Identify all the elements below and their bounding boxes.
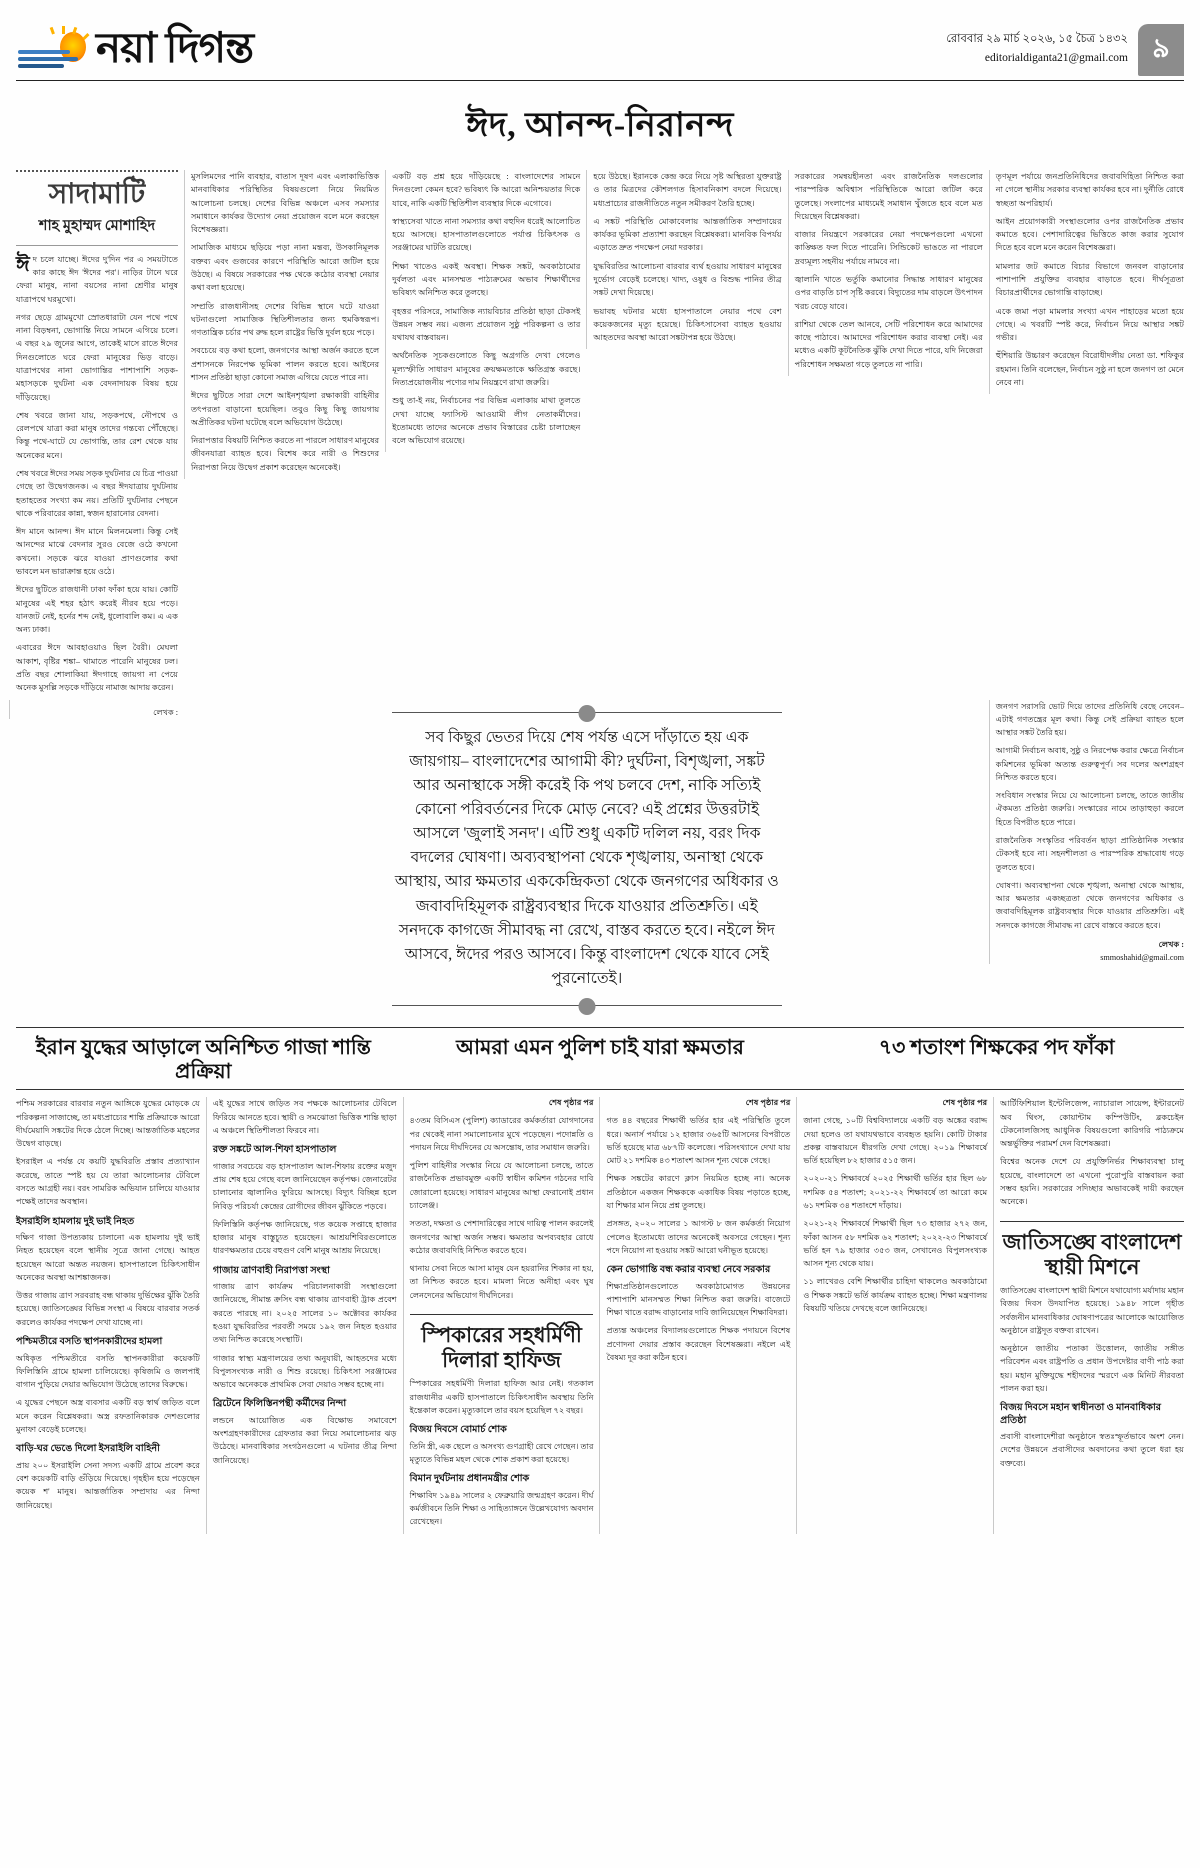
masthead-meta bbox=[946, 24, 1128, 68]
lower-paragraph: ১১ লাখেরও বেশি শিক্ষার্থীর চাহিদা থাকলেও অবকাঠামো ও শিক্ষক সঙ্কটে ভর্তি কার্যক্রম ব্যাহত হচ্ছে। শিক্ষা মন্ত্রণালয় বিষয়টি খতিয়ে দেখছে বলে জানিয়েছে। bbox=[803, 1277, 988, 1314]
pullquote-block bbox=[392, 706, 781, 1020]
pullquote-divider-bottom bbox=[392, 1005, 781, 1007]
article-paragraph: বৃহত্তর পরিসরে, সামাজিক ন্যায়বিচার প্রতিষ্ঠা ছাড়া টেকসই উন্নয়ন সম্ভব নয়। এজন্য প্রয়োজন সুষ্ঠু পরিকল্পনা ও তার যথাযথ বাস্তবায়ন। bbox=[392, 306, 581, 343]
lower-paragraph: ফিলিস্তিনি কর্তৃপক্ষ জানিয়েছে, গত কয়েক সপ্তাহে হাজার হাজার মানুষ বাস্তুচ্যুত হয়েছেন। আশ্রয়শিবিরগুলোতে ধারণক্ষমতার চেয়ে বহুগুণ বেশি মানুষ আশ্রয় নিয়েছে। bbox=[212, 1219, 397, 1256]
lower-paragraph: থানায় সেবা নিতে আসা মানুষ যেন হয়রানির শিকার না হয়, তা নিশ্চিত করতে হবে। মামলা নিতে অনীহা এবং ঘুষ লেনদেনের অভিযোগ দীর্ঘদিনের। bbox=[409, 1264, 594, 1300]
date-line: রোববার ২৯ মার্চ ২০২৬, ১৫ চৈত্র ১৪৩২ bbox=[946, 33, 1128, 45]
article-paragraph: একটি বড় প্রশ্ন হয়ে দাঁড়িয়েছে : বাংলাদেশের সামনে দিনগুলো কেমন হবে? ভবিষ্যৎ কি আরো অনিশ্চয়তার দিকে যাবে, নাকি একটি স্থিতিশীল ব্যবস্থার দিকে এগোবে। bbox=[392, 172, 581, 208]
article-paragraph: রাজনৈতিক সংস্কৃতির পরিবর্তন ছাড়া প্রাতিষ্ঠানিক সংস্কার টেকসই হবে না। সহনশীলতা ও পারস্পরিক শ্রদ্ধাবোধ গড়ে তুলতে হবে। bbox=[995, 836, 1184, 872]
dotted-divider bbox=[16, 170, 178, 172]
column-title: সাদামাটি bbox=[48, 179, 146, 210]
writer-label: লেখক : bbox=[153, 707, 178, 717]
section-headline-teachers[interactable]: ৭৩ শতাংশ শিক্ষকের পদ ফাঁকা bbox=[878, 1037, 1115, 1060]
lower-paragraph: উত্তর গাজায় ত্রাণ সরবরাহ বন্ধ থাকায় দুর্ভিক্ষের ঝুঁকি তৈরি হয়েছে। জাতিসঙ্ঘের বিভিন্ন সংস্থা এ বিষয়ে বারবার সতর্ক করলেও কার্যকর পদক্ষেপ দেখা যাচ্ছে না। bbox=[16, 1291, 200, 1327]
masthead-right bbox=[946, 14, 1184, 76]
column-author: শাহ মুহাম্মদ মোশাহিদ bbox=[16, 215, 178, 246]
lower-paragraph: জাতিসঙ্ঘে বাংলাদেশ স্থায়ী মিশনে যথাযোগ্য মর্যাদায় মহান বিজয় দিবস উদযাপিত হয়েছে। ১৯৪৮ সালে গৃহীত সর্বজনীন মানবাধিকার ঘোষণাপত্রের আলোকে আয়োজিত অনুষ্ঠানে রাষ্ট্রদূত বক্তব্য রাখেন। bbox=[1000, 1285, 1184, 1335]
lower-paragraph: ২০২১-২২ শিক্ষাবর্ষে শিক্ষার্থী ছিল ৭৩ হাজার ২৭২ জন, ফাঁকা আসন ৫৮ দশমিক ৬২ শতাংশ; ২০২২-২৩ শিক্ষাবর্ষে ভর্তি হন ৭৯ হাজার ৩৫৩ জন, সেখানেও বিপুলসংখ্যক আসন শূন্য থেকে যায়। bbox=[803, 1219, 988, 1269]
lower-paragraph: অনুষ্ঠানে জাতীয় পতাকা উত্তোলন, জাতীয় সঙ্গীত পরিবেশন এবং রাষ্ট্রপতি ও প্রধান উপদেষ্টার বাণী পাঠ করা হয়। মহান মুক্তিযুদ্ধে শহীদদের স্মরণে এক মিনিট নীরবতা পালন করা হয়। bbox=[1000, 1344, 1184, 1393]
article-paragraph: একে জমা পড়া মামলার সংখ্যা এখন পাহাড়ের মতো হয়ে গেছে। এ খবরটি স্পষ্ট করে, নির্বাচন নিয়ে আস্থার সঙ্কট গভীর। bbox=[995, 306, 1184, 343]
article-paragraph: হুঁশিয়ারি উচ্চারণ করেছেন বিরোধীদলীয় নেতা ডা. শফিকুর রহমান। তিনি বলেছেন, নির্বাচন সুষ্ঠু না হলে জনগণ তা মেনে নেবে না। bbox=[995, 351, 1184, 387]
article-paragraph: জ্বালানি খাতে ভর্তুকি কমানোর সিদ্ধান্ত সাধারণ মানুষের ওপর বাড়তি চাপ সৃষ্টি করবে। বিদ্যুতের দাম বাড়লে উৎপাদন খরচ বেড়ে যাবে। bbox=[794, 274, 983, 311]
lower-column-6 bbox=[1000, 1097, 1184, 1533]
sub-headline[interactable]: গাজায় ত্রাণবাহী নিরাপত্তা সংস্থা bbox=[212, 1264, 330, 1276]
column-paragraph: ঈদ মানে আনন্দ। ঈদ মানে মিলনমেলা। কিন্তু সেই আনন্দের মাঝে বেদনার সুরও বেজে ওঠে কখনো কখনো। সড়কে ঝরে যাওয়া প্রাণগুলোর কথা ভাবলে মন ভারাক্রান্ত হয়ে ওঠে। bbox=[16, 527, 178, 576]
lower-paragraph: প্রবাসী বাংলাদেশীরা অনুষ্ঠানে স্বতঃস্ফূর্তভাবে অংশ নেন। দেশের উন্নয়নে প্রবাসীদের অবদানের কথা তুলে ধরা হয় বক্তব্যে। bbox=[1000, 1432, 1184, 1468]
opinion-column bbox=[16, 170, 178, 700]
section-headline-speaker[interactable]: স্পিকারের সহধর্মিণী দিলারা হাফিজ bbox=[410, 1314, 594, 1373]
column-paragraph: শেষ খবরে জানা যায়, সড়কপথে, নৌপথে ও রেলপথে যাত্রা করা মানুষ তাদের গন্তব্যে পৌঁছেছে। কিন্তু পথে-ঘাটে যে ভোগান্তি, তার রেশ থেকে যায় অনেকের মনে। bbox=[16, 410, 178, 460]
opinion-column-continued bbox=[16, 700, 178, 719]
writer-label: লেখক : bbox=[1158, 940, 1184, 950]
article-paragraph: অর্থনৈতিক সূচকগুলোতে কিছু অগ্রগতি দেখা গেলেও মূল্যস্ফীতি সাধারণ মানুষের ক্রয়ক্ষমতাকে ক্ষতিগ্রস্ত করছে। নিত্যপ্রয়োজনীয় পণ্যের দাম নিয়ন্ত্রণে রাখা জরুরি। bbox=[392, 351, 581, 387]
wave-1 bbox=[18, 50, 70, 54]
wave-3 bbox=[18, 64, 64, 68]
sub-headline[interactable]: রক্ত সঙ্কটে আল-শিফা হাসপাতাল bbox=[212, 1144, 337, 1156]
lower-paragraph: গাজার স্বাস্থ্য মন্ত্রণালয়ের তথ্য অনুযায়ী, আহতদের মধ্যে বিপুলসংখ্যক নারী ও শিশু রয়েছে। চিকিৎসা সরঞ্জামের অভাবে অনেককে প্রাথমিক সেবা দেয়াও সম্ভব হচ্ছে না। bbox=[212, 1353, 397, 1390]
lower-column-3 bbox=[410, 1097, 594, 1533]
article-paragraph: সামাজিক মাধ্যমে ছড়িয়ে পড়া নানা মন্তব্য, উসকানিমূলক বক্তব্য এবং গুজবের কারণে পরিস্থিতি আরো জটিল হয়ে উঠছে। এ বিষয়ে সরকারের পক্ষ থেকে কঠোর ব্যবস্থা নেয়ার কথা বলা হয়েছে। bbox=[191, 243, 380, 293]
sub-headline[interactable]: বাড়ি-ঘর ভেঙে দিলো ইসরাইলি বাহিনী bbox=[16, 1443, 160, 1455]
sub-headline[interactable]: বিমান দুর্ঘটনায় প্রধানমন্ত্রীর শোক bbox=[409, 1473, 530, 1485]
lower-paragraph: স্পিকারের সহধর্মিণী দিলারা হাফিজ আর নেই। গতকাল রাজধানীর একটি হাসপাতালে চিকিৎসাধীন অবস্থায় তিনি ইন্তেকাল করেন। মৃত্যুকালে তার বয়স হয়েছিল ৭২ বছর। bbox=[409, 1379, 594, 1415]
article-column-3 bbox=[593, 170, 781, 349]
sub-headline[interactable]: কেন ভোগান্তি বন্ধ করার ব্যবস্থা নেবে সরকার bbox=[606, 1264, 771, 1276]
lower-paragraph: দক্ষিণ গাজা উপত্যকায় চালানো এক হামলায় দুই ভাই নিহত হয়েছেন বলে স্থানীয় সূত্রে জানা গেছে। আহত হয়েছেন আরো অন্তত নয়জন। হাসপাতালে চিকিৎসাধীন অনেকের অবস্থা আশঙ্কাজনক। bbox=[16, 1233, 200, 1282]
article-paragraph: ভয়াবহ ঘটনার মধ্যে হাসপাতালে নেয়ার পথে বেশ কয়েকজনের মৃত্যু হয়েছে। চিকিৎসাসেবা ব্যাহত হওয়ায় আহতদের অবস্থা আরো সঙ্কটাপন্ন হয়ে উঠছে। bbox=[593, 306, 782, 343]
lower-paragraph: লন্ডনে আয়োজিত এক বিক্ষোভ সমাবেশে অংশগ্রহণকারীদের গ্রেফতার করা নিয়ে সমালোচনার ঝড় উঠেছে। মানবাধিকার সংগঠনগুলো এ ঘটনার তীব্র নিন্দা জানিয়েছে। bbox=[212, 1415, 397, 1465]
sub-headline[interactable]: পশ্চিমতীরে বসতি স্থাপনকারীদের হামলা bbox=[16, 1336, 163, 1348]
lower-column-5 bbox=[803, 1097, 987, 1533]
article-paragraph: ঘোষণা। অব্যবস্থাপনা থেকে শৃঙ্খলা, অনাস্থা থেকে আস্থায়, আর ক্ষমতার একচ্ছত্রতা থেকে জনগণের অধিকার ও জবাবদিহিমূলক রাষ্ট্রব্যবস্থার দিকে যাওয়ার প্রতিশ্রুতি। এই সনদকে কাগজে সীমাবদ্ধ না রেখে বাস্তবে করতে হবে। bbox=[995, 880, 1184, 930]
lower-column-4 bbox=[606, 1097, 790, 1533]
article-paragraph: আগামী নির্বাচন অবাধ, সুষ্ঠু ও নিরপেক্ষ করার ক্ষেত্রে নির্বাচন কমিশনের ভূমিকা অত্যন্ত গুরুত্বপূর্ণ। সব দলের অংশগ্রহণ নিশ্চিত করতে হবে। bbox=[995, 746, 1184, 782]
continued-from-label: শেষ পৃষ্ঠার পর bbox=[942, 1098, 988, 1108]
editorial-email[interactable]: editorialdiganta21@gmail.com bbox=[984, 51, 1128, 64]
masthead-rule bbox=[16, 80, 1184, 81]
lower-paragraph: শিক্ষক সঙ্কটের কারণে ক্লাস নিয়মিত হচ্ছে না। অনেক প্রতিষ্ঠানে একজন শিক্ষককে একাধিক বিষয় পড়াতে হচ্ছে, যা শিক্ষার মান নিয়ে প্রশ্ন তুলছে। bbox=[606, 1174, 791, 1211]
article-column-5 bbox=[996, 170, 1184, 394]
section-headline-gaza[interactable]: ইরান যুদ্ধের আড়ালে অনিশ্চিত গাজা শান্তি প্রক্রিয়া bbox=[35, 1037, 371, 1083]
article-paragraph: বাজার নিয়ন্ত্রণে সরকারের নেয়া পদক্ষেপগুলো এখনো কাঙ্ক্ষিত ফল দিতে পারেনি। সিন্ডিকেট ভাঙতে না পারলে দ্রব্যমূল্য সহনীয় পর্যায়ে নামবে না। bbox=[794, 230, 983, 266]
article-paragraph: এ সঙ্কট পরিস্থিতি মোকাবেলায় আন্তর্জাতিক সম্প্রদায়ের কার্যকর ভূমিকা প্রত্যাশা করছেন বিশ্লেষকরা। মানবিক বিপর্যয় এড়াতে দ্রুত পদক্ষেপ নেয়া দরকার। bbox=[593, 216, 782, 253]
article-column-1 bbox=[191, 170, 379, 479]
lower-paragraph: জানা গেছে, ১০টি বিশ্ববিদ্যালয়ে একটি বড় অঙ্কের বরাদ্দ দেয়া হলেও তা যথাযথভাবে ব্যবহৃত হয়নি। কোটি টাকার প্রকল্প বাস্তবায়নে ধীরগতি দেখা গেছে। ২০১৯ শিক্ষাবর্ষে ভর্তি হয়েছিল ৮২ হাজার ৫১৫ জন। bbox=[803, 1116, 988, 1166]
article-column-4 bbox=[795, 170, 983, 376]
lower-paragraph: গাজার সবচেয়ে বড় হাসপাতাল আল-শিফায় রক্তের মজুদ প্রায় শেষ হয়ে গেছে বলে জানিয়েছেন কর্তৃপক্ষ। জেনারেটর চালানোর জ্বালানিও ফুরিয়ে আসছে। বিদ্যুৎ বিচ্ছিন্ন হলে নিবিড় পরিচর্যা কেন্দ্রের রোগীদের জীবন ঝুঁকিতে পড়বে। bbox=[212, 1161, 397, 1211]
lower-paragraph: এ যুদ্ধের পেছনে অস্ত্র ব্যবসার একটি বড় স্বার্থ জড়িত বলে মনে করেন বিশ্লেষকরা। অস্ত্র রফতানিকারক দেশগুলোর মুনাফা বেড়েই চলেছে। bbox=[16, 1398, 200, 1434]
article-paragraph: হয়ে উঠছে। ইরানকে কেন্দ্র করে নিয়ে সৃষ্ট অস্থিরতা যুক্তরাষ্ট্র ও তার মিত্রদের কৌশলগত হিসাবনিকাশ বদলে দিয়েছে। মধ্যপ্রাচ্যের রাজনীতিতে নতুন সমীকরণ তৈরি হচ্ছে। bbox=[593, 172, 782, 208]
article-paragraph: তৃণমূল পর্যায়ে জনপ্রতিনিধিদের জবাবদিহিতা নিশ্চিত করা না গেলে স্থানীয় সরকার ব্যবস্থা কার্যকর হবে না। দুর্নীতি রোধে স্বচ্ছতা অপরিহার্য। bbox=[995, 172, 1184, 208]
lower-column-2 bbox=[213, 1097, 397, 1533]
article-paragraph: রাশিয়া থেকে তেল আনবে, সেটি পরিশোধন করে আমাদের কাছে পাঠাবে। আমাদের পরিশোধন করার ব্যবস্থা নেই। এর মধ্যেও একটি কূটনৈতিক ঝুঁকি দেখা দিতে পারে, যদি নিজেরা পরিশোধন সক্ষমতা গড়ে তুলতে না পারি। bbox=[794, 319, 983, 369]
newspaper-logo[interactable] bbox=[16, 14, 253, 72]
column-paragraph: শেষ খবরে ঈদের সময় সড়ক দুর্ঘটনার যে চিত্র পাওয়া গেছে তা উদ্বেগজনক। এ বছর ঈদযাত্রায় দুর্ঘটনায় হতাহতের সংখ্যা কম নয়। প্রতিটি দুর্ঘটনার পেছনে থাকে পরিবারের কান্না, স্বজন হারানোর বেদনা। bbox=[16, 469, 178, 518]
column-paragraph: ঈদের ছুটিতে রাজধানী ঢাকা ফাঁকা হয়ে যায়। কোটি মানুষের এই শহর হঠাৎ করেই নীরব হয়ে পড়ে। যানজট নেই, হর্নের শব্দ নেই, ধুলোবালি কম। এ এক অন্য ঢাকা। bbox=[16, 585, 178, 635]
article-paragraph: নিরাপত্তার বিষয়টি নিশ্চিত করতে না পারলে সাধারণ মানুষের জীবনযাত্রা ব্যাহত হবে। বিশেষ করে নারী ও শিশুদের নিরাপত্তা নিয়ে উদ্বেগ প্রকাশ করেছেন অনেকেই। bbox=[191, 436, 380, 472]
lower-paragraph: প্রত্যন্ত অঞ্চলের বিদ্যালয়গুলোতে শিক্ষক পদায়নে বিশেষ প্রণোদনা দেয়ার প্রস্তাব করেছেন বিশেষজ্ঞরা। নইলে এই বৈষম্য দূর করা কঠিন হবে। bbox=[606, 1326, 791, 1363]
article-paragraph: সম্প্রতি রাজধানীসহ দেশের বিভিন্ন স্থানে ঘটে যাওয়া ঘটনাগুলো সামাজিক স্থিতিশীলতার জন্য হুমকিস্বরূপ। গণতান্ত্রিক চর্চার পথ রুদ্ধ হলে রাষ্ট্রের ভিত্তি দুর্বল হয়ে পড়ে। bbox=[191, 301, 380, 338]
article-paragraph: স্বাস্থ্যসেবা খাতে নানা সমস্যার কথা বহুদিন ধরেই আলোচিত হয়ে আসছে। হাসপাতালগুলোতে পর্যাপ্ত চিকিৎসক ও সরঞ্জামের ঘাটতি রয়েছে। bbox=[392, 216, 581, 253]
article-paragraph: সংবিধান সংস্কার নিয়ে যে আলোচনা চলছে, তাতে জাতীয় ঐকমত্য প্রতিষ্ঠা জরুরি। সংস্কারের নামে তাড়াহুড়া করলে হিতে বিপরীত হতে পারে। bbox=[995, 791, 1184, 827]
article-paragraph: ঈদের ছুটিতে সারা দেশে আইনশৃঙ্খলা রক্ষাকারী বাহিনীর তৎপরতা বাড়ানো হয়েছিল। তবুও কিছু কিছু জায়গায় অপ্রীতিকর ঘটনা ঘটেছে বলে অভিযোগ উঠেছে। bbox=[191, 391, 380, 427]
author-signature bbox=[16, 706, 178, 719]
column-paragraph: ঈদ চলে যাচ্ছে। ঈদের দু'দিন পর এ সময়টাতে কার কাছে ঈদ 'ঈদের পর'। নাড়ির টানে ঘরে ফেরা মানুষ, নানা বয়সের নানা শ্রেণীর মানুষ যাত্রাপথে ঘরমুখো। bbox=[16, 251, 178, 304]
article-paragraph: যুদ্ধবিরতির আলোচনা বারবার ব্যর্থ হওয়ায় সাধারণ মানুষের দুর্ভোগ বেড়েই চলেছে। খাদ্য, ওষুধ ও বিশুদ্ধ পানির তীব্র সঙ্কট দেখা দিয়েছে। bbox=[593, 261, 782, 298]
lower-paragraph: আর্টিফিশিয়াল ইন্টেলিজেন্স, ন্যাচারাল সায়েন্স, ইন্টারনেট অব থিংস, কোয়ান্টাম কম্পিউটিং, ব্লকচেইন টেকনোলজিসহ আধুনিক বিষয়গুলো কারিগরি পাঠ্যক্রমে অন্তর্ভুক্তির পরামর্শ দেন বিশেষজ্ঞরা। bbox=[1000, 1099, 1184, 1149]
article-column-5-cont bbox=[996, 700, 1184, 965]
continued-from-label: শেষ পৃষ্ঠার পর bbox=[745, 1098, 791, 1108]
sub-headline[interactable]: বিজয় দিবসে মহান স্বাধীনতা ও মানবাধিকার প্রতিষ্ঠা bbox=[1000, 1402, 1162, 1426]
section-headline-un-mission[interactable]: জাতিসঙ্ঘে বাংলাদেশ স্থায়ী মিশনে bbox=[1000, 1221, 1184, 1280]
page-number-badge: ৯ bbox=[1138, 24, 1184, 76]
lower-section-headlines bbox=[16, 1028, 1184, 1090]
lower-paragraph: বিশ্বের অনেক দেশে যে প্রযুক্তিনির্ভর শিক্ষাব্যবস্থা চালু হয়েছে, বাংলাদেশে তা এখনো পুরোপুরি বাস্তবায়ন করা সম্ভব হয়নি। সরকারের সদিচ্ছার অভাবকেই দায়ী করছেন অনেকে। bbox=[1000, 1157, 1184, 1207]
lower-paragraph: গত ৪৪ বছরের শিক্ষার্থী ভর্তির হার এই পরিস্থিতি তুলে ধরে। অনার্স পর্যায়ে ১২ হাজার ৩৬৫টি আসনের বিপরীতে ভর্তি হয়েছে মাত্র ৬৮৭টি কলেজে। পরিসংখ্যানে দেখা যায় মোট ২১ দশমিক ৪৩ শতাংশ আসন শূন্য থেকে গেছে। bbox=[606, 1116, 791, 1166]
lower-paragraph: গাজায় ত্রাণ কার্যক্রম পরিচালনাকারী সংস্থাগুলো জানিয়েছে, সীমান্ত ক্রসিং বন্ধ থাকায় ত্রাণবাহী ট্রাক প্রবেশ করতে পারছে না। ২০২৫ সালের ১০ অক্টোবর কার্যকর হওয়া যুদ্ধবিরতির পরবর্তী সময়ে ১৯২ জন নিহত হওয়ার তথ্য নিশ্চিত করেছে সংস্থাটি। bbox=[212, 1282, 397, 1345]
lower-paragraph: এই যুদ্ধের সাথে জড়িত সব পক্ষকে আলোচনার টেবিলে ফিরিয়ে আনতে হবে। স্থায়ী ও সমঝোতা ভিত্তিক শান্তি ছাড়া এ অঞ্চলে স্থিতিশীলতা ফিরবে না। bbox=[212, 1099, 397, 1135]
sub-headline[interactable]: বিজয় দিবসে বোমার্চ শোক bbox=[409, 1424, 507, 1436]
lower-paragraph: শিক্ষাপ্রতিষ্ঠানগুলোতে অবকাঠামোগত উন্নয়নের পাশাপাশি মানসম্মত শিক্ষা নিশ্চিত করা জরুরি। বাজেটে শিক্ষা খাতে বরাদ্দ বাড়ানোর দাবি জানিয়েছেন শিক্ষাবিদরা। bbox=[606, 1281, 791, 1318]
masthead bbox=[16, 14, 1184, 76]
lower-paragraph: প্রসঙ্গত, ২০২০ সালের ১ আগস্ট ৮ জন কর্মকর্তা নিয়োগ পেলেও ইতোমধ্যে তাদের অনেকেই অবসরে গেছেন। শূন্য পদে নিয়োগ না হওয়ায় সঙ্কট আরো ঘনীভূত হয়েছে। bbox=[606, 1219, 791, 1255]
pullquote-text: সব কিছুর ভেতর দিয়ে শেষ পর্যন্ত এসে দাঁড়াতে হয় এক জায়গায়– বাংলাদেশের আগামী কী? দুর্ঘটনা, বিশৃঙ্খলা, সঙ্কট আর অনাস্থাকে সঙ্গী করেই কি পথ চলবে দেশ, নাকি সত্যিই কোনো পরিবর্তনের দিকে মোড় নেবে? এই প্রশ্নের উত্তরটাই আসলে 'জুলাই সনদ'। এটি শুধু একটি দলিল নয়, বরং দিক বদলের ঘোষণা। অব্যবস্থাপনা থেকে শৃঙ্খলায়, অনাস্থা থেকে আস্থায়, আর ক্ষমতার এককেন্দ্রিকতা থেকে জনগণের অধিকার ও জবাবদিহিমূলক রাষ্ট্রব্যবস্থার দিকে যাওয়ার প্রতিশ্রুতি। এই সনদকে কাগজে সীমাবদ্ধ না রেখে, বাস্তব করতে হবে। নইলে ঈদ আসবে, ঈদের পরও আসবে। কিন্তু বাংলাদেশ থেকে যাবে সেই পুরনোতেই। bbox=[394, 728, 779, 988]
continued-from-label: শেষ পৃষ্ঠার পর bbox=[548, 1098, 594, 1108]
lower-paragraph: পুলিশ বাহিনীর সংস্কার নিয়ে যে আলোচনা চলছে, তাতে রাজনৈতিক প্রভাবমুক্ত একটি স্বাধীন কমিশন গঠনের দাবি জোরালো হয়েছে। সাধারণ মানুষের আস্থা ফেরানোই প্রধান চ্যালেঞ্জ। bbox=[409, 1161, 594, 1211]
article-paragraph: সবচেয়ে বড় কথা হলো, জনগণের আস্থা অর্জন করতে হলে প্রশাসনকে নিরপেক্ষ ভূমিকা পালন করতে হবে। আইনের শাসন প্রতিষ্ঠা ছাড়া কোনো সমাজ এগিয়ে যেতে পারে না। bbox=[191, 346, 380, 382]
lower-article-grid bbox=[16, 1090, 1184, 1533]
page-title: ঈদ, আনন্দ-নিরানন্দ bbox=[466, 107, 734, 144]
article-paragraph: সরকারের সমন্বয়হীনতা এবং রাজনৈতিক দলগুলোর পারস্পরিক অবিশ্বাস পরিস্থিতিকে আরো জটিল করে তুলেছে। সংলাপের মাধ্যমেই সমাধান খুঁজতে হবে বলে মত দিয়েছেন বিশ্লেষকরা। bbox=[794, 172, 983, 221]
lower-paragraph: প্রায় ২০০ ইসরাইলি সেনা সদস্য একটি গ্রামে প্রবেশ করে বেশ কয়েকটি বাড়ি গুঁড়িয়ে দিয়েছে। গৃহহীন হয়ে পড়েছেন কয়েক শ' মানুষ। আন্তর্জাতিক সম্প্রদায় এর নিন্দা জানিয়েছে। bbox=[16, 1460, 200, 1510]
author-credit bbox=[996, 938, 1184, 964]
pullquote-divider bbox=[392, 712, 781, 714]
article-paragraph: মুসলিমদের পানি ব্যবহার, বাতাস দূষণ এবং এলাকাভিত্তিক মানবাধিকার পরিস্থিতির বিষয়গুলো নিয়ে নিয়মিত আলোচনা চলছে। দেশের বিভিন্ন অঞ্চলে এসব সমস্যার সমাধানে কার্যকর উদ্যোগ নেয়া প্রয়োজন বলে মনে করছেন বিশেষজ্ঞরা। bbox=[191, 172, 380, 235]
lower-paragraph: তিনি স্ত্রী, এক ছেলে ও অসংখ্য গুণগ্রাহী রেখে গেছেন। তার মৃত্যুতে বিভিন্ন মহল থেকে শোক প্রকাশ করা হয়েছে। bbox=[409, 1441, 594, 1464]
column-paragraph: নগর ছেড়ে গ্রামমুখো স্রোতধারাটা যেন পথে পথে নানা বিড়ম্বনা, ভোগান্তি নিয়ে সামনে এগিয়ে চলে। এ বছর ২৯ জুনের আগে, তাকেই মাসে রাতে ঈদের দিনগুলোতে ঘরে ফেরা মানুষের ভিড় বাড়ে। যাত্রাপথের নানা ভোগান্তির পাশাপাশি সড়ক-মহাসড়কে দুর্ঘটনা এক বেদনাদায়ক বিষয় হয়ে দাঁড়িয়েছে। bbox=[16, 312, 178, 402]
sub-headline[interactable]: ব্রিটেনে ফিলিস্তিনপন্থী কর্মীদের নিন্দা bbox=[212, 1398, 347, 1410]
article-paragraph: মামলার জট কমাতে বিচার বিভাগে জনবল বাড়ানোর পাশাপাশি প্রযুক্তির ব্যবহার বাড়াতে হবে। দীর্ঘসূত্রতা বিচারপ্রার্থীদের ভোগান্তি বাড়াচ্ছে। bbox=[995, 261, 1184, 298]
article-paragraph: শিক্ষা খাতেও একই অবস্থা। শিক্ষক সঙ্কট, অবকাঠামোর দুর্বলতা এবং মানসম্মত পাঠ্যক্রমের অভাব শিক্ষার্থীদের ভবিষ্যৎ অনিশ্চিত করে তুলছে। bbox=[392, 261, 581, 298]
sub-headline[interactable]: ইসরাইলি হামলায় দুই ভাই নিহত bbox=[16, 1215, 135, 1227]
top-article-grid bbox=[16, 170, 1184, 1028]
logo-text: নয়া দিগন্ত bbox=[96, 26, 254, 72]
lower-paragraph: শিক্ষাবিদ ১৯৪৯ সালের ২ ফেব্রুয়ারি জন্মগ্রহণ করেন। দীর্ঘ কর্মজীবনে তিনি শিক্ষা ও সাহিত্যাঙ্গনে উল্লেখযোগ্য অবদান রেখেছেন। bbox=[409, 1490, 594, 1527]
section-headline-police[interactable]: আমরা এমন পুলিশ চাই যারা ক্ষমতার bbox=[456, 1037, 744, 1060]
lower-paragraph: ৪৩তম বিসিএস (পুলিশ) ক্যাডারের কর্মকর্তারা যোগদানের পর থেকেই নানা সমালোচনার মুখে পড়েছেন। পদোন্নতি ও পদায়ন নিয়ে দীর্ঘদিনের যে অসন্তোষ, তার সমাধান জরুরি। bbox=[409, 1116, 594, 1152]
lower-column-1 bbox=[16, 1097, 200, 1533]
article-paragraph: শুধু তা-ই নয়, নির্বাচনের পর বিভিন্ন এলাকায় মাথা তুলতে দেখা যাচ্ছে ফ্যাসিস্ট আওয়ামী লীগ নেতাকর্মীদের। ইতোমধ্যে তাদের অনেকে প্রভাব বিস্তারের চেষ্টা চালাচ্ছেন বলে অভিযোগ রয়েছে। bbox=[392, 396, 581, 446]
lower-paragraph: পশ্চিম সরকারের বারবার নতুন আঙ্গিকে যুদ্ধের মোড়কে যে পরিকল্পনা সাজাচ্ছে, তা মধ্যপ্রাচ্যের শান্তি প্রক্রিয়াকে আরো দীর্ঘমেয়াদি সঙ্কটের দিকে ঠেলে দিচ্ছে। আন্তর্জাতিক মহলের উদ্বেগ বাড়ছে। bbox=[16, 1099, 200, 1149]
lower-paragraph: ২০২০-২১ শিক্ষাবর্ষে ২০২৫ শিক্ষার্থী ভর্তির হার ছিল ৬৮ দশমিক ৫৪ শতাংশ; ২০২১-২২ শিক্ষাবর্ষে তা আরো কমে ৬১ দশমিক ৩৪ শতাংশে দাঁড়ায়। bbox=[803, 1174, 988, 1211]
article-column-2 bbox=[392, 170, 580, 452]
column-paragraph: এবারের ঈদে আবহাওয়াও ছিল বৈরী। মেঘলা আকাশ, বৃষ্টির শঙ্কা– থামাতে পারেনি মানুষের ঢল। প্রতি বছর শোলাকিয়া ঈদগাহে জায়গা না পেয়ে অনেক মুসল্লি সড়কে দাঁড়িয়ে নামাজ আদায় করেন। bbox=[16, 643, 178, 693]
lower-paragraph: ইসরাইল এ পর্যন্ত যে কয়টি যুদ্ধবিরতি প্রস্তাব প্রত্যাখ্যান করেছে, তাতে স্পষ্ট হয় যে তারা আলোচনার টেবিলে বসতে আগ্রহী নয়। বরং সামরিক অভিযান চালিয়ে যাওয়ার পক্ষেই তাদের অবস্থান। bbox=[16, 1157, 200, 1207]
article-paragraph: জনগণ সরাসরি ভোট দিয়ে তাদের প্রতিনিধি বেছে নেবেন– এটাই গণতন্ত্রের মূল কথা। কিন্তু সেই প্রক্রিয়া ব্যাহত হলে আস্থার সঙ্কট তৈরি হয়। bbox=[995, 701, 1184, 738]
article-paragraph: আইন প্রয়োগকারী সংস্থাগুলোর ওপর রাজনৈতিক প্রভাব কমাতে হবে। পেশাদারিত্বের ভিত্তিতে কাজ করার সুযোগ দিতে হবে বলে মনে করেন বিশেষজ্ঞরা। bbox=[995, 216, 1184, 253]
author-email[interactable]: smmoshahid@gmail.com bbox=[1100, 953, 1184, 963]
lower-paragraph: অধিকৃত পশ্চিমতীরে বসতি স্থাপনকারীরা কয়েকটি ফিলিস্তিনি গ্রামে হামলা চালিয়েছে। কৃষিজমি ও জলপাই বাগান পুড়িয়ে দেয়ার অভিযোগ উঠেছে তাদের বিরুদ্ধে। bbox=[16, 1353, 200, 1390]
wave-2 bbox=[18, 57, 78, 61]
sunrise-waves-logo-icon bbox=[16, 26, 102, 72]
lower-paragraph: সততা, দক্ষতা ও পেশাদারিত্বের সাথে দায়িত্ব পালন করলেই জনগণের আস্থা অর্জন সম্ভব। ক্ষমতার অপব্যবহার রোধে কঠোর জবাবদিহি নিশ্চিত করতে হবে। bbox=[409, 1219, 594, 1255]
